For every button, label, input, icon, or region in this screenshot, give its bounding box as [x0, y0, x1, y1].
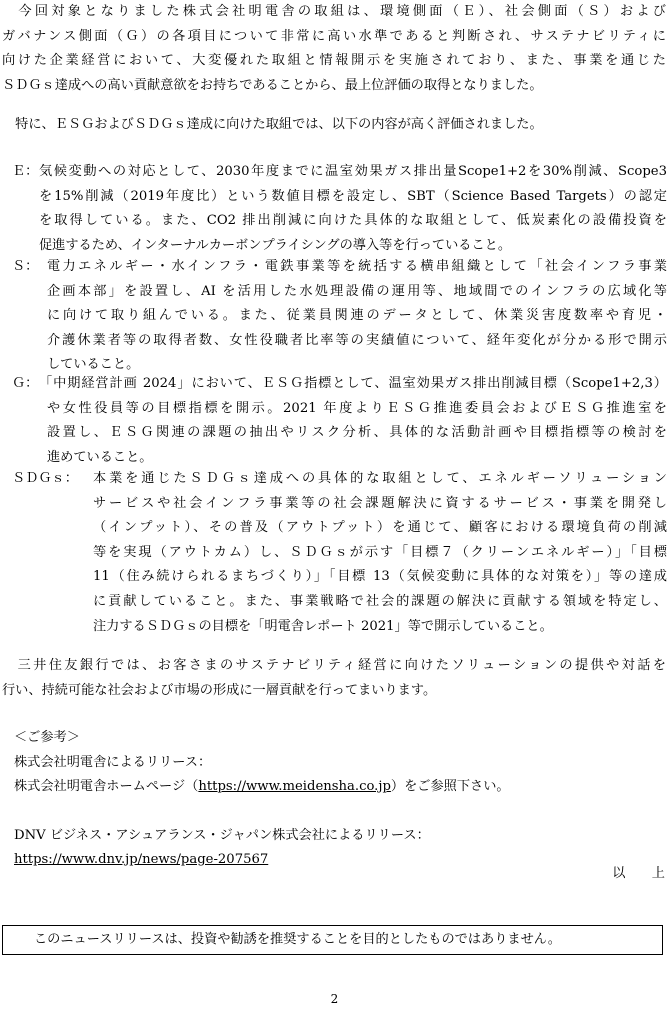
disclaimer-text: このニュースリリースは、投資や勧誘を推奨することを目的としたものではありません。 — [34, 932, 561, 947]
item-line: （インプット）、その普及（アウトプット）を通じて、顧客における環境負荷の削減 — [93, 520, 667, 536]
item-label: Ｓ： — [12, 259, 39, 274]
lead-paragraph — [2, 113, 666, 138]
intro-paragraph — [2, 0, 666, 98]
closing-line: 行い、持続可能な社会および市場の形成に一層貢献を行ってまいります。 — [2, 682, 437, 698]
closing-line: 三井住友銀行では、お客さまのサステナビリティ経営に向けたソリューションの提供や対話を — [2, 658, 666, 673]
lead-line: 特に、ＥＳＧおよびＳＤＧｓ達成に向けた取組では、以下の内容が高く評価されました。 — [2, 117, 543, 132]
intro-line: 向けた企業経営において、大変優れた取組と情報開示を実施されており、また、事業を通じた — [2, 53, 666, 69]
page-number: 2 — [330, 992, 339, 1006]
item-line: 進めていること。 — [47, 449, 153, 465]
item-line: 気候変動への対応として、2030年度までに温室効果ガス排出量Scope1+2を30%削減、Scope3 — [39, 164, 667, 179]
item-body — [39, 372, 667, 470]
dnv-link[interactable]: https://www.dnv.jp/news/page-207567 — [14, 852, 269, 868]
intro-line: ガバナンス側面（Ｇ）の各項目について非常に高い水準であると判断され、サステナビリティに — [2, 28, 666, 44]
item-line: や女性役員等の目標指標を開示。2021 年度よりＥＳＧ推進委員会およびＥＳＧ推進室を — [47, 400, 667, 416]
item-body — [39, 160, 667, 258]
item-line: 電力エネルギー・水インフラ・電鉄事業等を統括する横串組織として「社会インフラ事業 — [47, 259, 667, 274]
item-line: していること。 — [47, 357, 140, 373]
item-line: 等を実現（アウトカム）し、ＳＤＧｓが示す「目標７（クリーンエネルギー）」「目標 — [93, 544, 667, 560]
item-label: ＳＤＧｓ： — [12, 471, 78, 486]
item-label: Ｅ： — [12, 164, 39, 179]
disclaimer-box — [2, 925, 663, 955]
item-line: 企画本部」を設置し、AI を活用した水処理設備の運用等、地域間でのインフラの広域化等 — [47, 283, 667, 299]
reference-line: 株式会社明電舎によるリリース： — [14, 754, 212, 770]
item-line: サービスや社会インフラ事業等の社会課題解決に資するサービス・事業を開発し — [93, 495, 667, 511]
item-line: 本業を通じたＳＤＧｓ達成への具体的な取組として、エネルギーソリューション — [93, 471, 667, 486]
reference-text: 株式会社明電舎ホームページ（ — [14, 779, 199, 795]
intro-line: ＳＤＧｓ達成への高い貢献意欲をお持ちであることから、最上位評価の取得となりました。 — [2, 77, 543, 93]
reference-line — [14, 775, 654, 800]
intro-line: 今回対象となりました株式会社明電舎の取組は、環境側面（Ｅ）、社会側面（Ｓ）および — [2, 4, 666, 19]
item-line: を取得している。また、CO2 排出削減に向けた具体的な取組として、低炭素化の設備投資を — [39, 213, 667, 229]
item-line: に貢献していること。また、事業戦略で社会的課題の解決に貢献する領域を特定し、 — [93, 593, 667, 609]
item-line: 促進するため、インターナルカーボンプライシングの導入等を行っていること。 — [39, 237, 512, 253]
item-line: 11（住み続けられるまちづくり）」「目標 13（気候変動に具体的な対策を）」等の達成 — [93, 569, 667, 585]
item-label: Ｇ： — [12, 376, 39, 391]
item-line: 注力するＳＤＧｓの目標を「明電舎レポート 2021」等で開示していること。 — [93, 618, 553, 634]
item-body — [93, 467, 667, 639]
reference-heading: ＜ご参考＞ — [14, 730, 80, 745]
reference-line: DNV ビジネス・アシュアランス・ジャパン株式会社によるリリース： — [14, 827, 430, 843]
closing-paragraph — [2, 654, 666, 703]
reference-section — [14, 726, 654, 873]
item-body — [47, 255, 667, 378]
item-line: 「中期経営計画 2024」において、ＥＳＧ指標として、温室効果ガス排出削減目標（Scope1+2,3） — [39, 376, 667, 391]
item-line: を15%削減（2019年度比）という数値目標を設定し、SBT（Science Based Targets）の認定 — [39, 188, 667, 204]
item-line: 介護休業者等の取得者数、女性役職者比率等の実績値について、経年変化が分かる形で開示 — [47, 332, 667, 348]
closing-mark: 以 上 — [612, 866, 665, 881]
item-line: 設置し、ＥＳＧ関連の課題の抽出やリスク分析、具体的な活動計画や目標指標等の検討を — [47, 425, 667, 441]
reference-text: ）をご参照下さい。 — [390, 779, 510, 795]
reference-line — [14, 848, 654, 873]
item-line: に向けて取り組んでいる。また、従業員関連のデータとして、休業災害度数率や育児・ — [47, 308, 667, 324]
meidensha-link[interactable]: https://www.meidensha.co.jp — [198, 779, 391, 795]
